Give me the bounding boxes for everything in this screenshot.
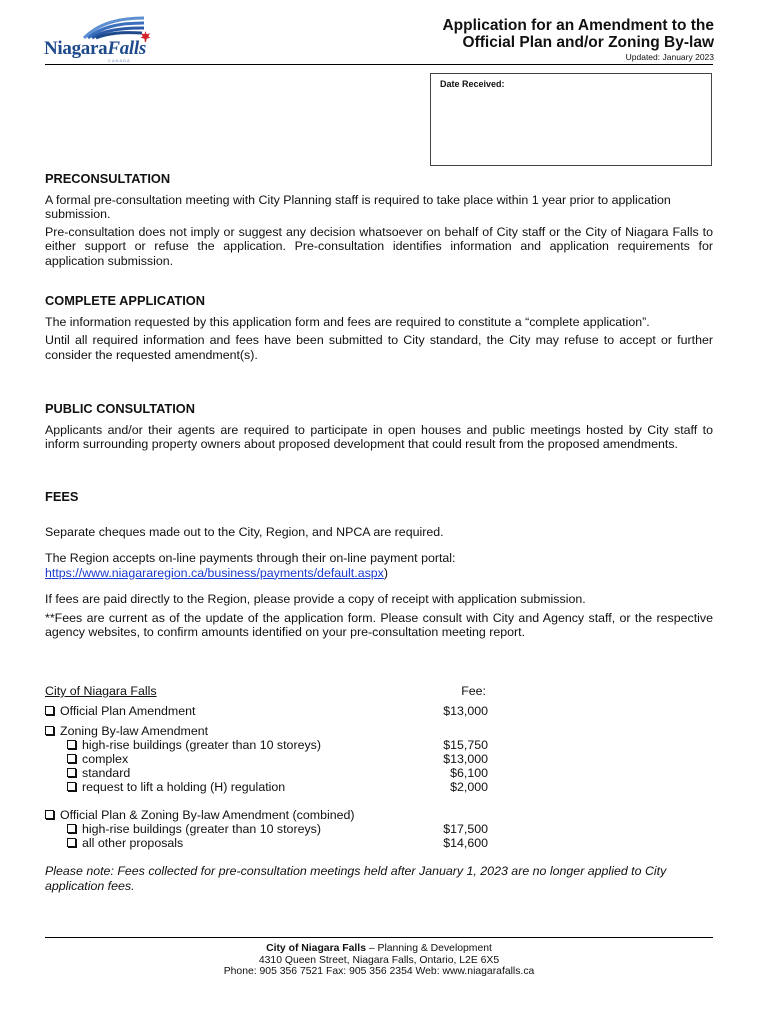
form-title <box>442 17 714 51</box>
preconsultation-section <box>45 172 713 268</box>
official-plan-option[interactable]: Official Plan Amendment <box>45 704 195 718</box>
footer-org-line: City of Niagara Falls – Planning & Development <box>266 943 492 954</box>
checkbox[interactable] <box>67 782 76 791</box>
combined-other-option[interactable]: all other proposals <box>67 836 183 850</box>
checkbox[interactable] <box>67 824 76 833</box>
title-line-1: Application for an Amendment to the <box>442 17 714 34</box>
zoning-standard-option[interactable]: standard <box>67 766 130 780</box>
header-divider <box>45 64 713 65</box>
fees-paragraph-1: Separate cheques made out to the City, Region, and NPCA are required. <box>45 524 444 539</box>
zoning-complex-fee: $13,000 <box>443 752 488 766</box>
zoning-high-rise-fee: $15,750 <box>443 738 488 752</box>
public-consultation-paragraph: Applicants and/or their agents are required to participate in open houses and public meetings hosted by City staff to inform surrounding property owners about proposed development that could result from the proposed amendments. <box>45 422 713 451</box>
footer-contact: Phone: 905 356 7521 Fax: 905 356 2354 Web: www.niagarafalls.ca <box>223 966 535 977</box>
preconsultation-heading: PRECONSULTATION <box>45 171 171 186</box>
city-logo <box>44 14 152 62</box>
region-payment-link[interactable]: https://www.niagararegion.ca/business/payments/default.aspx <box>45 565 384 580</box>
footer-divider <box>45 937 713 938</box>
checkbox[interactable] <box>67 838 76 847</box>
zoning-holding-option[interactable]: request to lift a holding (H) regulation <box>67 780 285 794</box>
complete-application-section <box>45 294 713 362</box>
date-received-box[interactable] <box>430 73 712 166</box>
fees-link-line: https://www.niagararegion.ca/business/payments/default.aspx) <box>45 565 389 580</box>
public-consultation-heading: PUBLIC CONSULTATION <box>45 401 195 416</box>
checkbox[interactable] <box>45 810 54 819</box>
logo-subtext: CANADA <box>108 58 131 63</box>
complete-application-heading: COMPLETE APPLICATION <box>45 293 205 308</box>
fee-table-fee-label: Fee: <box>461 684 486 698</box>
footer-address: 4310 Queen Street, Niagara Falls, Ontario, L2E 6X5 <box>258 955 500 966</box>
zoning-standard-fee: $6,100 <box>450 766 488 780</box>
checkbox[interactable] <box>67 740 76 749</box>
logo-wordmark: NiagaraFalls <box>44 38 146 59</box>
zoning-option[interactable]: Zoning By-law Amendment <box>45 724 208 738</box>
checkbox[interactable] <box>67 754 76 763</box>
date-received-label: Date Received: <box>440 79 505 89</box>
fees-section <box>45 490 713 640</box>
public-consultation-section <box>45 402 713 452</box>
zoning-complex-option[interactable]: complex <box>67 752 128 766</box>
combined-high-rise-option[interactable]: high-rise buildings (greater than 10 storeys) <box>67 822 321 836</box>
fees-paragraph-2: The Region accepts on-line payments through their on-line payment portal: <box>45 551 456 565</box>
updated-date: Updated: January 2023 <box>625 52 714 62</box>
fees-paragraph-4: **Fees are current as of the update of the application form. Please consult with City and Agency staff, or the respective agency websites, to confirm amounts identified on your pre-consultation meeting report. <box>45 610 713 639</box>
fee-note: Please note: Fees collected for pre-consultation meetings held after January 1, 2023 are no longer applied to City application fees. <box>45 864 667 893</box>
checkbox[interactable] <box>67 768 76 777</box>
fees-paragraph-3: If fees are paid directly to the Region, please provide a copy of receipt with application submission. <box>45 592 586 606</box>
complete-application-paragraph-1: The information requested by this application form and fees are required to constitute a “complete application”. <box>45 314 650 329</box>
official-plan-fee: $13,000 <box>443 704 488 718</box>
combined-high-rise-fee: $17,500 <box>443 822 488 836</box>
zoning-high-rise-option[interactable]: high-rise buildings (greater than 10 storeys) <box>67 738 321 752</box>
checkbox[interactable] <box>45 706 54 715</box>
combined-option[interactable]: Official Plan & Zoning By-law Amendment (combined) <box>45 808 355 822</box>
checkbox[interactable] <box>45 726 54 735</box>
fees-heading: FEES <box>45 489 79 504</box>
title-line-2: Official Plan and/or Zoning By-law <box>462 34 714 51</box>
fee-table-city-label: City of Niagara Falls <box>45 684 157 698</box>
combined-other-fee: $14,600 <box>443 836 488 850</box>
zoning-holding-fee: $2,000 <box>450 780 488 794</box>
preconsultation-paragraph-2: Pre-consultation does not imply or suggest any decision whatsoever on behalf of City staff or the City of Niagara Falls to either support or refuse the application. Pre-consultation identifies information and application requirements for application submission. <box>45 224 713 268</box>
complete-application-paragraph-2: Until all required information and fees have been submitted to City standard, the City may refuse to accept or further consider the requested amendment(s). <box>45 333 713 362</box>
preconsultation-paragraph-1: A formal pre-consultation meeting with City Planning staff is required to take place within 1 year prior to application submission. <box>45 192 671 221</box>
